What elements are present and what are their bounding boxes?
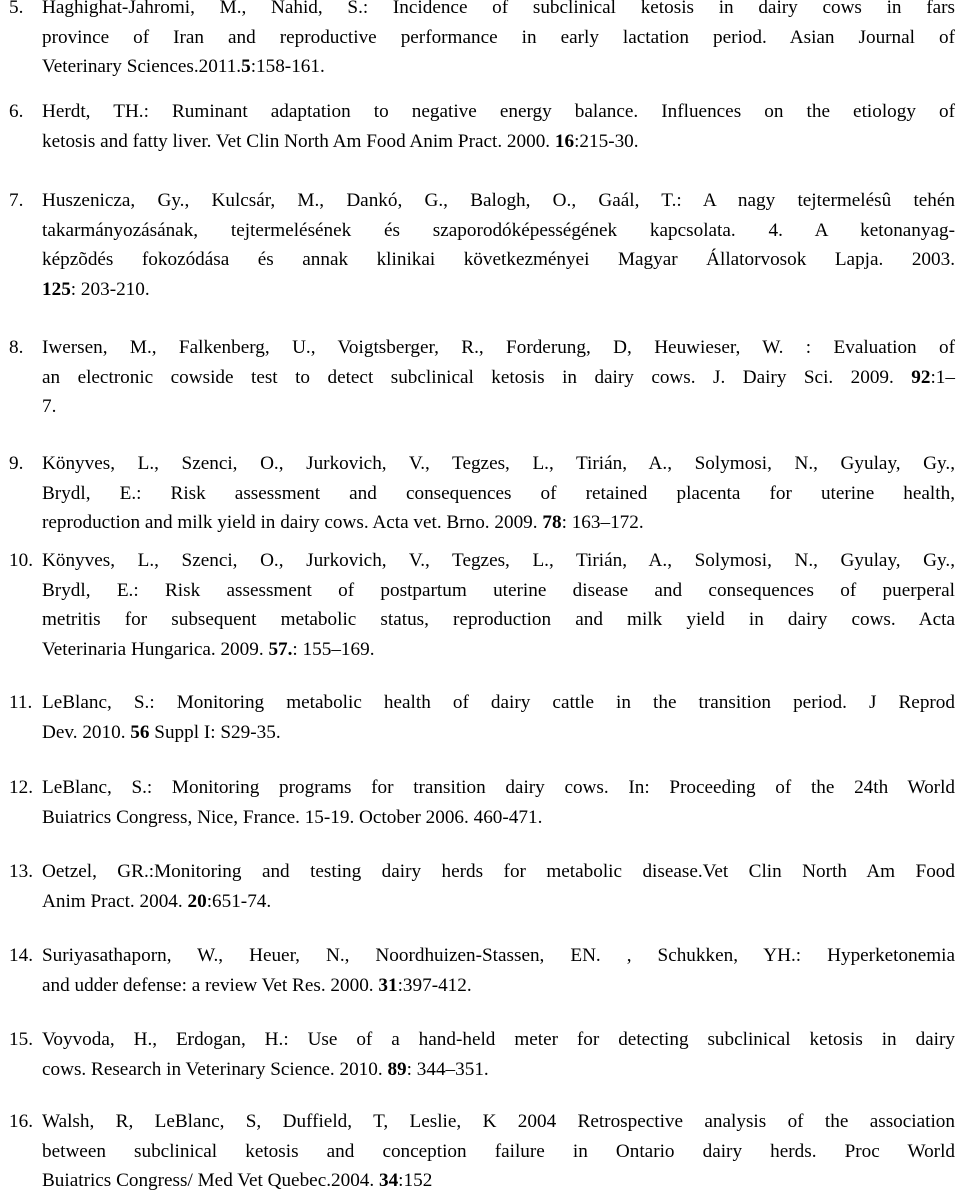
volume-number: 5 xyxy=(241,56,251,77)
text-segment: :1– xyxy=(930,366,955,388)
reference-text xyxy=(42,688,955,747)
reference-line xyxy=(42,363,955,393)
text-segment: Brydl, E.: Risk assessment and consequences of retained placenta for uterine health, xyxy=(42,482,955,504)
text-segment: Könyves, L., Szenci, O., Jurkovich, V., Tegzes, L., Tirián, A., Solymosi, N., Gyulay, Gy., xyxy=(42,550,955,571)
reference-text xyxy=(42,773,955,832)
text-segment: Veterinaria Hungarica. 2009. xyxy=(42,638,269,660)
reference-item xyxy=(9,97,955,156)
text-segment: LeBlanc, S.: Monitoring programs for transition dairy cows. In: Proceeding of the 24th World xyxy=(42,777,955,798)
reference-line xyxy=(42,275,955,305)
reference-line xyxy=(42,449,955,479)
text-segment: Dev. 2010. xyxy=(42,721,131,743)
volume-number: 34 xyxy=(378,1170,399,1191)
text-segment: Huszenicza, Gy., Kulcsár, M., Dankó, G., Balogh, O., Gaál, T.: A nagy tejtermelésû tehén xyxy=(42,190,955,211)
text-segment: between subclinical ketosis and conception failure in Ontario dairy herds. Proc World xyxy=(42,1140,955,1162)
reference-number: 5. xyxy=(9,0,24,18)
text-segment: Könyves, L., Szenci, O., Jurkovich, V., Tegzes, L., Tirián, A., Solymosi, N., Gyulay, Gy., xyxy=(42,453,955,474)
reference-item xyxy=(9,1025,955,1084)
reference-number: 10. xyxy=(9,550,33,571)
reference-line xyxy=(42,941,955,971)
text-segment: :152 xyxy=(398,1170,433,1191)
reference-line xyxy=(42,605,955,635)
reference-text xyxy=(42,0,955,82)
reference-item xyxy=(9,186,955,304)
reference-text xyxy=(42,186,955,304)
volume-number: 31 xyxy=(378,974,398,996)
reference-number: 12. xyxy=(9,777,33,798)
reference-item xyxy=(9,857,955,916)
text-segment: LeBlanc, S.: Monitoring metabolic health of dairy cattle in the transition period. J Reprod xyxy=(42,692,955,713)
reference-text xyxy=(42,333,955,422)
text-segment: cows. Research in Veterinary Science. 2010. xyxy=(42,1058,388,1080)
text-segment: ketosis and fatty liver. Vet Clin North Am Food Anim Pract. 2000. xyxy=(42,130,555,152)
reference-text xyxy=(42,857,955,916)
reference-line xyxy=(42,635,955,665)
reference-item xyxy=(9,773,955,832)
reference-line xyxy=(42,546,955,576)
reference-line xyxy=(42,1025,955,1055)
reference-line xyxy=(42,887,955,917)
text-segment: Haghighat-Jahromi, M., Nahid, S.: Incidence of subclinical ketosis in dairy cows in fars xyxy=(42,0,955,18)
reference-number: 16. xyxy=(9,1111,33,1132)
reference-line xyxy=(42,1055,955,1085)
reference-line xyxy=(42,1137,955,1167)
text-segment: Herdt, TH.: Ruminant adaptation to negative energy balance. Influences on the etiology of xyxy=(42,101,955,122)
reference-item xyxy=(9,941,955,1000)
reference-text xyxy=(42,1025,955,1084)
text-segment: Anim Pract. 2004. xyxy=(42,890,188,912)
reference-text xyxy=(42,546,955,664)
text-segment: :215-30. xyxy=(574,130,639,152)
text-segment: Brydl, E.: Risk assessment of postpartum uterine disease and consequences of puerperal xyxy=(42,579,955,601)
text-segment: Voyvoda, H., Erdogan, H.: Use of a hand-held meter for detecting subclinical ketosis in dairy xyxy=(42,1029,955,1050)
volume-number: 16 xyxy=(554,130,575,152)
reference-line xyxy=(42,508,955,538)
reference-line xyxy=(42,216,955,246)
reference-line xyxy=(42,392,955,422)
reference-item xyxy=(9,333,955,422)
reference-text xyxy=(42,97,955,156)
text-segment: takarmányozásának, tejtermelésének és szaporodóképességének kapcsolata. 4. A ketonanyag- xyxy=(42,219,955,241)
reference-line xyxy=(42,773,955,803)
text-segment: Suriyasathaporn, W., Heuer, N., Noordhuizen-Stassen, EN. , Schukken, YH.: Hyperketonemia xyxy=(42,945,955,966)
text-segment: Buiatrics Congress, Nice, France. 15-19. October 2006. 460-471. xyxy=(42,806,543,828)
reference-line xyxy=(42,97,955,127)
reference-number: 8. xyxy=(9,337,24,358)
text-segment: and udder defense: a review Vet Res. 2000. xyxy=(42,974,379,996)
text-segment: : 203-210. xyxy=(70,278,150,300)
reference-number: 6. xyxy=(9,101,24,122)
reference-number: 15. xyxy=(9,1029,33,1050)
reference-line xyxy=(42,1107,955,1137)
volume-number: 78 xyxy=(542,512,562,533)
reference-item xyxy=(9,449,955,538)
reference-number: 13. xyxy=(9,861,33,882)
volume-number: 92 xyxy=(911,366,931,388)
text-segment: : 344–351. xyxy=(406,1058,489,1080)
reference-line xyxy=(42,857,955,887)
text-segment: Suppl I: S29-35. xyxy=(149,721,281,743)
reference-line xyxy=(42,186,955,216)
reference-line xyxy=(42,718,955,748)
reference-line xyxy=(42,23,955,53)
reference-number: 7. xyxy=(9,190,24,211)
text-segment: Walsh, R, LeBlanc, S, Duffield, T, Leslie, K 2004 Retrospective analysis of the association xyxy=(42,1111,955,1132)
text-segment: : 163–172. xyxy=(561,512,644,533)
reference-item xyxy=(9,546,955,664)
reference-number: 11. xyxy=(9,692,33,713)
reference-line xyxy=(42,971,955,1001)
volume-number: 20 xyxy=(187,890,207,912)
text-segment: : 155–169. xyxy=(292,638,375,660)
text-segment: reproduction and milk yield in dairy cows. Acta vet. Brno. 2009. xyxy=(42,512,543,533)
reference-line xyxy=(42,576,955,606)
reference-number: 9. xyxy=(9,453,24,474)
text-segment: Buiatrics Congress/ Med Vet Quebec.2004. xyxy=(42,1170,379,1191)
text-segment: Veterinary Sciences.2011. xyxy=(42,56,242,77)
reference-item xyxy=(9,1107,955,1196)
text-segment: province of Iran and reproductive performance in early lactation period. Asian Journal of xyxy=(42,26,955,48)
reference-text xyxy=(42,941,955,1000)
volume-number: 57. xyxy=(268,638,293,660)
reference-line xyxy=(42,245,955,275)
text-segment: Iwersen, M., Falkenberg, U., Voigtsberger, R., Forderung, D, Heuwieser, W. : Evaluation of xyxy=(42,337,955,358)
text-segment: :158-161. xyxy=(250,56,325,77)
volume-number: 56 xyxy=(130,721,150,743)
volume-number: 89 xyxy=(387,1058,407,1080)
reference-line xyxy=(42,479,955,509)
reference-line xyxy=(42,1166,955,1196)
text-segment: an electronic cowside test to detect subclinical ketosis in dairy cows. J. Dairy Sci. 2009. xyxy=(42,366,912,388)
reference-item xyxy=(9,688,955,747)
reference-text xyxy=(42,1107,955,1196)
reference-line xyxy=(42,127,955,157)
reference-number: 14. xyxy=(9,945,33,966)
reference-line xyxy=(42,52,955,82)
volume-number: 125 xyxy=(42,278,71,300)
reference-line xyxy=(42,688,955,718)
text-segment: :651-74. xyxy=(206,890,272,912)
text-segment: metritis for subsequent metabolic status, reproduction and milk yield in dairy cows. Acta xyxy=(42,609,955,630)
text-segment: Oetzel, GR.:Monitoring and testing dairy herds for metabolic disease.Vet Clin North Am Food xyxy=(42,861,955,882)
text-segment: :397-412. xyxy=(397,974,472,996)
text-segment: képzõdés fokozódása és annak klinikai következményei Magyar Állatorvosok Lapja. 2003. xyxy=(42,249,955,270)
reference-item xyxy=(9,0,955,82)
reference-text xyxy=(42,449,955,538)
reference-line xyxy=(42,803,955,833)
reference-line xyxy=(42,333,955,363)
reference-line xyxy=(42,0,955,23)
text-segment: 7. xyxy=(42,396,57,417)
